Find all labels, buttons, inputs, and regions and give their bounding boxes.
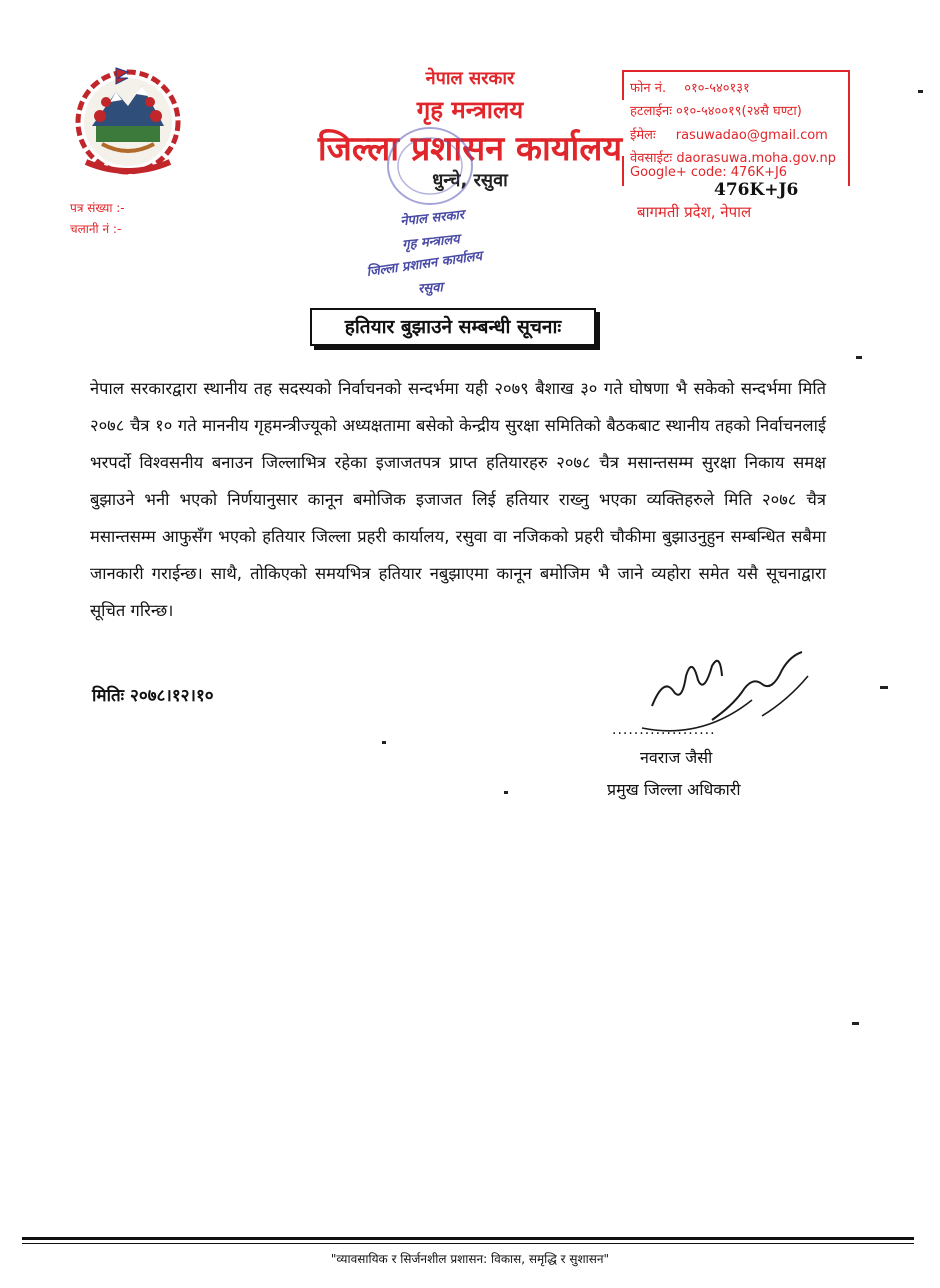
dispatch-number: चलानी नं :- [70,222,122,236]
signer-designation: प्रमुख जिल्ला अधिकारी [607,780,741,799]
notice-title: हतियार बुझाउने सम्बन्धी सूचनाः [310,308,596,346]
government-name: नेपाल सरकार [425,68,515,89]
phone-label: फोन नं. [630,81,667,96]
letter-number: पत्र संख्या :- [70,201,125,215]
email-value: rasuwadao@gmail.com [675,128,828,143]
scan-speck [382,741,386,744]
footer-slogan: "व्यावसायिक र सिर्जनशील प्रशासन: विकास, समृद्धि र सुशासन" [330,1252,610,1266]
phone-value: ०१०-५४०१३१ [684,81,750,96]
reference-block [70,198,125,240]
nepal-emblem-icon [66,62,190,180]
scan-speck [880,686,888,689]
email-label: ईमेलः [630,128,656,143]
website-label: वेवसाईटः [630,151,673,166]
stamp-line-2: गृह मन्त्रालय [401,232,461,253]
contact-box [622,70,850,186]
office-stamp [352,126,502,304]
signer-name: नवराज जैसी [640,748,713,767]
province: बागमती प्रदेश, नेपाल [637,203,752,221]
footer-rule [22,1237,914,1240]
google-code: Google+ code: 476K+J6 [630,165,788,180]
hotline-label: हटलाईनः [630,104,672,119]
hotline-row [630,101,802,119]
office-name: जिल्ला प्रशासन कार्यालय [317,129,623,169]
ministry-name: गृह मन्त्रालय [416,96,524,124]
notice-date: मितिः २०७८।१२।१० [92,686,214,706]
website-row [630,148,836,166]
notice-body: नेपाल सरकारद्वारा स्थानीय तह सदस्यको निर्वाचनको सन्दर्भमा यही २०७९ बैशाख ३० गते घोषणा भै सकेको सन्दर्भमा मिति २०७८ चैत्र १० गते माननीय गृहमन्त्रीज्यूको अध्यक्षतामा बसेको केन्द्रीय सुरक्षा समितिको बैठकबाट स्थानीय तहको निर्वाचनलाई भरपर्दो विश्वसनीय बनाउन जिल्लाभित्र रहेका इजाजतपत्र प्राप्त हतियारहरु २०७८ चैत्र मसान्तसम्म सुरक्षा निकाय समक्ष बुझाउने भनी भएको निर्णयानुसार कानून बमोजिक इजाजत लिई हतियार राख्नु भएका व्यक्तिहरुले मिति २०७८ चैत्र मसान्तसम्म आफुसँग भएको हतियार जिल्ला प्रहरी कार्यालय, रसुवा वा नजिकको प्रहरी चौकीमा बुझाउनुहुन सम्बन्धित सबैमा जानकारी गराईन्छ। साथै, तोकिएको समयभित्र हतियार नबुझाएमा कानून बमोजिम भै जाने व्यहोरा समेत यसै सूचनाद्वारा सूचित गरिन्छ। [90,379,826,620]
email-row [630,125,828,143]
stamp-line-4: रसुवा [417,280,444,297]
office-location: धुन्चे, रसुवा [432,170,508,191]
footer-rule-thin [22,1243,914,1244]
scan-speck [504,791,508,794]
scan-speck [856,356,862,359]
scan-speck [918,90,923,93]
scan-speck [852,1022,859,1025]
stamp-line-1: नेपाल सरकार [399,207,465,230]
signature-line: ................... [612,722,716,738]
plus-code: 476K+J6 [714,180,799,200]
website-value: daorasuwa.moha.gov.np [676,151,837,166]
hotline-value: ०१०-५४००१९(२४सै घण्टा) [676,104,802,119]
stamp-line-3: जिल्ला प्रशासन कार्यालय [365,248,484,281]
phone-row [630,78,750,96]
